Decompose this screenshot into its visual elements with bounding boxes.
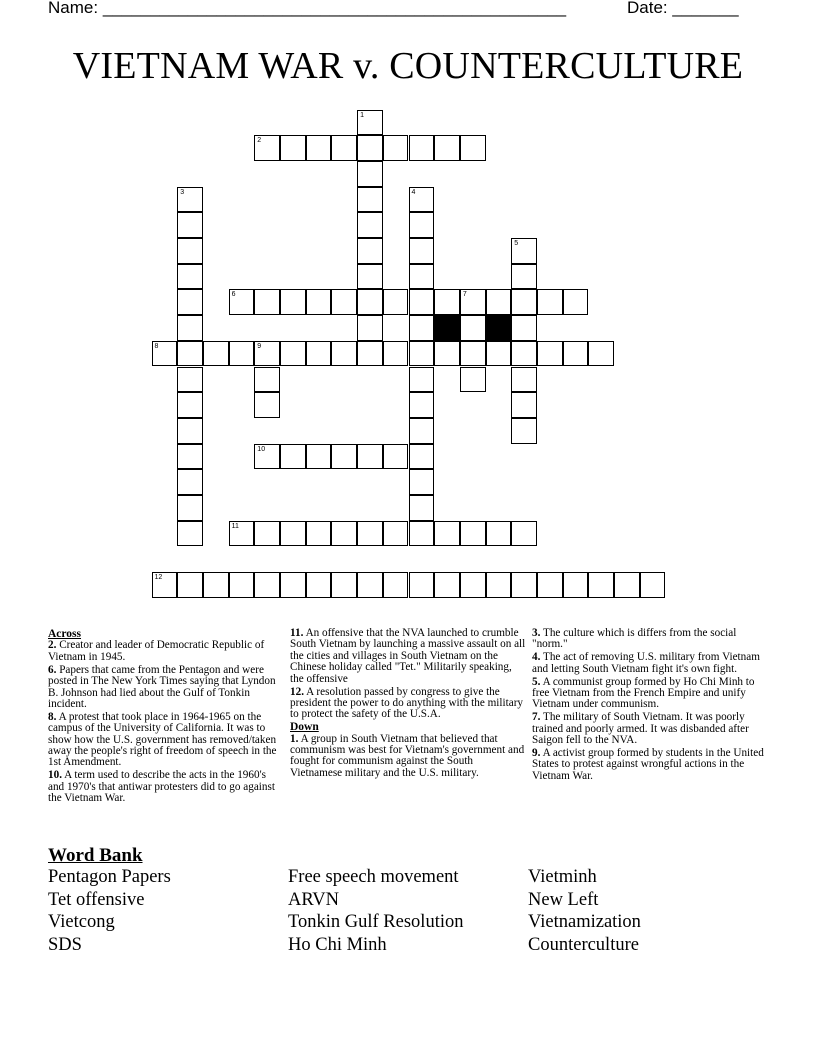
- answer-cell[interactable]: [357, 135, 383, 161]
- answer-cell[interactable]: [434, 521, 460, 547]
- word-bank-item: SDS: [48, 934, 82, 955]
- answer-cell[interactable]: [409, 367, 435, 393]
- answer-cell[interactable]: [331, 135, 357, 161]
- answer-cell[interactable]: [409, 469, 435, 495]
- answer-cell[interactable]: [357, 187, 383, 213]
- clue-across-11: 11. An offensive that the NVA launched to crumble South Vietnam by launching a massive assault on all the cities and villages in South Vietnam on the Chinese holiday called "Tet." Militarily speaking, the offensive: [290, 627, 526, 685]
- answer-cell[interactable]: [409, 289, 435, 315]
- answer-cell[interactable]: [486, 521, 512, 547]
- clue-number: 6: [231, 291, 236, 299]
- answer-cell[interactable]: [280, 341, 306, 367]
- clue-across-8: 8. A protest that took place in 1964-1965 on the campus of the University of California. It was to show how the U.S. government has removed/taken away the people's right of freedom of speech in the 1st Amendment.: [48, 710, 277, 769]
- down-clues-column-3: [532, 628, 768, 784]
- answer-cell[interactable]: [357, 572, 383, 598]
- answer-cell[interactable]: [229, 289, 255, 315]
- answer-cell[interactable]: [177, 444, 203, 470]
- answer-cell[interactable]: [409, 264, 435, 290]
- answer-cell[interactable]: [537, 572, 563, 598]
- answer-cell[interactable]: [254, 367, 280, 393]
- clue-number: 11: [231, 522, 239, 530]
- clue-number: 4: [411, 188, 416, 196]
- answer-cell[interactable]: [254, 572, 280, 598]
- answer-cell[interactable]: [306, 135, 332, 161]
- answer-cell[interactable]: [280, 135, 306, 161]
- clue-down-5: 5. A communist group formed by Ho Chi Minh to free Vietnam from the French Empire and unify Vietnam under communism.: [532, 675, 755, 711]
- word-bank-item: Counterculture: [528, 934, 639, 955]
- answer-cell[interactable]: [588, 341, 614, 367]
- answer-cell[interactable]: [306, 444, 332, 470]
- answer-cell[interactable]: [254, 392, 280, 418]
- answer-cell[interactable]: [486, 341, 512, 367]
- answer-cell[interactable]: [203, 341, 229, 367]
- answer-cell[interactable]: [460, 367, 486, 393]
- answer-cell[interactable]: [511, 392, 537, 418]
- date-blank: _______: [672, 0, 739, 17]
- answer-cell[interactable]: [177, 392, 203, 418]
- answer-cell[interactable]: [383, 521, 409, 547]
- answer-cell[interactable]: [254, 289, 280, 315]
- answer-cell[interactable]: [434, 341, 460, 367]
- answer-cell[interactable]: [511, 341, 537, 367]
- answer-cell[interactable]: [434, 572, 460, 598]
- answer-cell[interactable]: [460, 135, 486, 161]
- clue-number: 3: [180, 188, 185, 196]
- answer-cell[interactable]: [306, 521, 332, 547]
- word-bank-column-1: [48, 866, 171, 956]
- clue-across-10: 10. A term used to describe the acts in the 1960's and 1970's that antiwar protesters did to go against the Vietnam War.: [48, 769, 275, 805]
- clue-down-3: 3. The culture which is differs from the social "norm.": [532, 627, 737, 651]
- answer-cell[interactable]: [614, 572, 640, 598]
- answer-cell[interactable]: [177, 367, 203, 393]
- clue-number: 7: [462, 291, 467, 299]
- clue-across-2: 2. Creator and leader of Democratic Republic of Vietnam in 1945.: [48, 639, 265, 663]
- word-bank-item: Ho Chi Minh: [288, 934, 387, 955]
- across-heading: Across: [48, 628, 82, 640]
- answer-cell[interactable]: [409, 315, 435, 341]
- answer-cell[interactable]: [357, 444, 383, 470]
- answer-cell[interactable]: [152, 341, 178, 367]
- clue-number: 1: [360, 111, 364, 119]
- clue-number: 2: [257, 137, 262, 145]
- answer-cell[interactable]: [177, 341, 203, 367]
- answer-cell[interactable]: [306, 341, 332, 367]
- answer-cell[interactable]: [460, 315, 486, 341]
- word-bank-item: Vietminh: [528, 867, 597, 887]
- answer-cell[interactable]: [331, 289, 357, 315]
- clue-down-4: 4. The act of removing U.S. military from Vietnam and letting South Vietnam fight it's own fight.: [532, 651, 760, 675]
- word-bank-item: New Left: [528, 889, 599, 910]
- answer-cell[interactable]: [588, 572, 614, 598]
- answer-cell[interactable]: [409, 341, 435, 367]
- answer-cell[interactable]: [331, 521, 357, 547]
- word-bank-item: Tet offensive: [48, 889, 145, 910]
- answer-cell[interactable]: [511, 289, 537, 315]
- clue-across-12: 12. A resolution passed by congress to give the president the power to do anything with the military to protect the safety of the U.S.A.: [290, 685, 524, 721]
- answer-cell[interactable]: [177, 572, 203, 598]
- answer-cell[interactable]: [537, 289, 563, 315]
- answer-cell[interactable]: [460, 572, 486, 598]
- word-bank-item: Vietnamization: [528, 912, 641, 933]
- answer-cell[interactable]: [254, 135, 280, 161]
- answer-cell[interactable]: [383, 572, 409, 598]
- answer-cell[interactable]: [177, 469, 203, 495]
- answer-cell[interactable]: [460, 341, 486, 367]
- answer-cell[interactable]: [357, 521, 383, 547]
- name-label: Name:: [48, 0, 99, 17]
- clue-down-9: 9. A activist group formed by students in the United States to protest against wrongful actions in the Vietnam War.: [532, 747, 764, 782]
- word-bank-item: Tonkin Gulf Resolution: [288, 912, 464, 933]
- answer-cell[interactable]: [306, 572, 332, 598]
- word-bank-item: Vietcong: [48, 912, 115, 933]
- across-clues-column-1: [48, 628, 284, 806]
- answer-cell[interactable]: [486, 289, 512, 315]
- answer-cell[interactable]: [177, 495, 203, 521]
- answer-cell[interactable]: [383, 341, 409, 367]
- answer-cell[interactable]: [177, 264, 203, 290]
- answer-cell[interactable]: [409, 521, 435, 547]
- answer-cell[interactable]: [511, 315, 537, 341]
- answer-cell[interactable]: [177, 187, 203, 213]
- answer-cell[interactable]: [177, 212, 203, 238]
- answer-cell[interactable]: [409, 392, 435, 418]
- answer-cell[interactable]: [229, 572, 255, 598]
- clue-number: 9: [257, 342, 262, 350]
- answer-cell[interactable]: [357, 238, 383, 264]
- answer-cell[interactable]: [409, 238, 435, 264]
- answer-cell[interactable]: [357, 110, 383, 136]
- word-bank-column-2: [288, 866, 463, 956]
- word-bank-column-3: [528, 866, 641, 956]
- answer-cell[interactable]: [357, 264, 383, 290]
- answer-cell[interactable]: [177, 521, 203, 547]
- answer-cell[interactable]: [280, 521, 306, 547]
- clue-across-6: 6. Papers that came from the Pentagon and were posted in The New York Times saying that Lyndon B. Johnson had lied about the Gulf of Tonkin incident.: [48, 663, 276, 710]
- clue-down-7: 7. The military of South Vietnam. It was poorly trained and poorly armed. It was disbanded after Saigon fell to the NVA.: [532, 711, 749, 747]
- word-bank-item: ARVN: [288, 889, 339, 910]
- answer-cell[interactable]: [409, 444, 435, 470]
- answer-cell[interactable]: [254, 341, 280, 367]
- answer-cell[interactable]: [563, 289, 589, 315]
- clue-number: 12: [154, 574, 163, 582]
- answer-cell[interactable]: [537, 341, 563, 367]
- answer-cell[interactable]: [280, 289, 306, 315]
- answer-cell[interactable]: [152, 572, 178, 598]
- answer-cell[interactable]: [357, 161, 383, 187]
- answer-cell[interactable]: [177, 238, 203, 264]
- down-heading: Down: [290, 721, 319, 734]
- answer-cell[interactable]: [640, 572, 666, 598]
- answer-cell[interactable]: [563, 341, 589, 367]
- clues-column-2: [290, 628, 526, 781]
- answer-cell[interactable]: [177, 315, 203, 341]
- word-bank-item: Free speech movement: [288, 867, 459, 887]
- answer-cell[interactable]: [486, 572, 512, 598]
- answer-cell[interactable]: [511, 521, 537, 547]
- page-title: VIETNAM WAR v. COUNTERCULTURE: [72, 45, 744, 87]
- answer-cell[interactable]: [331, 341, 357, 367]
- answer-cell[interactable]: [511, 418, 537, 444]
- date-label: Date:: [627, 0, 668, 17]
- answer-cell[interactable]: [434, 289, 460, 315]
- black-cell: [486, 315, 512, 341]
- answer-cell[interactable]: [383, 289, 409, 315]
- answer-cell[interactable]: [460, 289, 486, 315]
- answer-cell[interactable]: [511, 238, 537, 264]
- word-bank-item: Pentagon Papers: [48, 867, 171, 887]
- answer-cell[interactable]: [409, 212, 435, 238]
- clue-number: 8: [154, 342, 159, 350]
- answer-cell[interactable]: [357, 315, 383, 341]
- answer-cell[interactable]: [331, 572, 357, 598]
- answer-cell[interactable]: [563, 572, 589, 598]
- black-cell: [434, 315, 460, 341]
- answer-cell[interactable]: [511, 264, 537, 290]
- answer-cell[interactable]: [357, 212, 383, 238]
- answer-cell[interactable]: [409, 187, 435, 213]
- answer-cell[interactable]: [177, 289, 203, 315]
- answer-cell[interactable]: [229, 521, 255, 547]
- answer-cell[interactable]: [409, 495, 435, 521]
- answer-cell[interactable]: [383, 444, 409, 470]
- answer-cell[interactable]: [434, 135, 460, 161]
- answer-cell[interactable]: [331, 444, 357, 470]
- word-bank-title: Word Bank: [48, 845, 143, 866]
- answer-cell[interactable]: [409, 572, 435, 598]
- answer-cell[interactable]: [460, 521, 486, 547]
- answer-cell[interactable]: [511, 572, 537, 598]
- answer-cell[interactable]: [383, 135, 409, 161]
- answer-cell[interactable]: [511, 367, 537, 393]
- answer-cell[interactable]: [357, 289, 383, 315]
- answer-cell[interactable]: [254, 521, 280, 547]
- clue-number: 10: [257, 445, 266, 453]
- answer-cell[interactable]: [306, 289, 332, 315]
- answer-cell[interactable]: [254, 444, 280, 470]
- answer-cell[interactable]: [177, 418, 203, 444]
- answer-cell[interactable]: [229, 341, 255, 367]
- answer-cell[interactable]: [280, 572, 306, 598]
- answer-cell[interactable]: [203, 572, 229, 598]
- clue-number: 5: [514, 240, 519, 247]
- answer-cell[interactable]: [357, 341, 383, 367]
- answer-cell[interactable]: [409, 418, 435, 444]
- answer-cell[interactable]: [409, 135, 435, 161]
- clue-down-1: 1. A group in South Vietnam that believed that communism was best for Vietnam's government and fought for communism against the South Vietnamese military and the U.S. military.: [290, 732, 525, 779]
- answer-cell[interactable]: [280, 444, 306, 470]
- name-blank: _________________________________________________: [102, 0, 567, 17]
